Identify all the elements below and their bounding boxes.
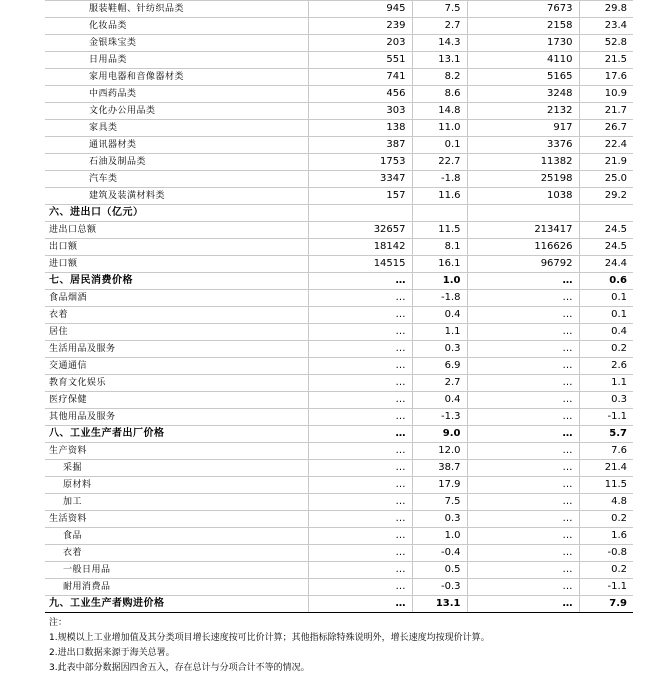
table-row xyxy=(45,494,633,511)
cell-v4: 23.4 xyxy=(579,18,633,35)
cell-v1: 456 xyxy=(308,86,412,103)
row-label: 衣着 xyxy=(45,545,308,562)
cell-v2: 8.2 xyxy=(412,69,467,86)
table-row xyxy=(45,35,633,52)
cell-v4: 0.4 xyxy=(579,324,633,341)
cell-v3: … xyxy=(467,579,579,596)
cell-v1: … xyxy=(308,477,412,494)
row-label: 一般日用品 xyxy=(45,562,308,579)
cell-v3: … xyxy=(467,358,579,375)
statistics-table-sheet xyxy=(45,0,633,613)
cell-v1: … xyxy=(308,528,412,545)
row-label: 文化办公用品类 xyxy=(45,103,308,120)
cell-v4: 1.1 xyxy=(579,375,633,392)
row-label: 生活资料 xyxy=(45,511,308,528)
table-row xyxy=(45,307,633,324)
cell-v4: 0.2 xyxy=(579,562,633,579)
cell-v4: 24.4 xyxy=(579,256,633,273)
row-label: 汽车类 xyxy=(45,171,308,188)
cell-v1: … xyxy=(308,375,412,392)
row-label: 进口额 xyxy=(45,256,308,273)
cell-v2: 2.7 xyxy=(412,375,467,392)
table-row xyxy=(45,256,633,273)
cell-v4: 2.6 xyxy=(579,358,633,375)
cell-v2: 8.6 xyxy=(412,86,467,103)
row-label: 食品 xyxy=(45,528,308,545)
row-label: 生产资料 xyxy=(45,443,308,460)
table-row xyxy=(45,579,633,596)
footnote-1: 1.规模以上工业增加值及其分类项目增长速度按可比价计算；其他指标除特殊说明外，增长速度均按现价计算。 xyxy=(49,633,490,643)
cell-v4: -1.1 xyxy=(579,409,633,426)
cell-v4: -1.1 xyxy=(579,579,633,596)
cell-v2: 38.7 xyxy=(412,460,467,477)
footnotes xyxy=(49,616,490,676)
cell-v1: 551 xyxy=(308,52,412,69)
cell-v3: … xyxy=(467,341,579,358)
cell-v2: 1.0 xyxy=(412,528,467,545)
row-label: 食品烟酒 xyxy=(45,290,308,307)
cell-v1: 303 xyxy=(308,103,412,120)
cell-v2: 0.1 xyxy=(412,137,467,154)
footnote-3: 3.此表中部分数据因四舍五入，存在总计与分项合计不等的情况。 xyxy=(49,663,310,673)
table-row xyxy=(45,273,633,290)
cell-v4: 0.2 xyxy=(579,341,633,358)
cell-v3: … xyxy=(467,324,579,341)
cell-v2: 2.7 xyxy=(412,18,467,35)
cell-v2: 1.0 xyxy=(412,273,467,290)
cell-v2: 0.4 xyxy=(412,307,467,324)
table-row xyxy=(45,477,633,494)
cell-v4: 52.8 xyxy=(579,35,633,52)
cell-v4: 7.9 xyxy=(579,596,633,613)
row-label: 教育文化娱乐 xyxy=(45,375,308,392)
table-row xyxy=(45,18,633,35)
row-label: 九、工业生产者购进价格 xyxy=(45,596,308,613)
row-label: 通讯器材类 xyxy=(45,137,308,154)
cell-v4: 7.6 xyxy=(579,443,633,460)
cell-v2: -1.8 xyxy=(412,171,467,188)
cell-v4: 24.5 xyxy=(579,239,633,256)
cell-v2: 8.1 xyxy=(412,239,467,256)
cell-v4: 0.2 xyxy=(579,511,633,528)
cell-v3: … xyxy=(467,307,579,324)
cell-v3: 917 xyxy=(467,120,579,137)
table-row xyxy=(45,171,633,188)
row-label: 石油及制品类 xyxy=(45,154,308,171)
cell-v3: … xyxy=(467,375,579,392)
cell-v3: … xyxy=(467,528,579,545)
cell-v1: 32657 xyxy=(308,222,412,239)
cell-v4: 0.3 xyxy=(579,392,633,409)
cell-v1: 1753 xyxy=(308,154,412,171)
cell-v3: 116626 xyxy=(467,239,579,256)
table-row xyxy=(45,392,633,409)
cell-v4: 0.6 xyxy=(579,273,633,290)
table-row xyxy=(45,528,633,545)
row-label: 进出口总额 xyxy=(45,222,308,239)
table-row xyxy=(45,460,633,477)
cell-v1: … xyxy=(308,290,412,307)
cell-v3: 2132 xyxy=(467,103,579,120)
cell-v2: 7.5 xyxy=(412,494,467,511)
row-label: 其他用品及服务 xyxy=(45,409,308,426)
cell-v1: … xyxy=(308,307,412,324)
cell-v2: -1.8 xyxy=(412,290,467,307)
cell-v2: 11.0 xyxy=(412,120,467,137)
table-row xyxy=(45,341,633,358)
cell-v1: … xyxy=(308,596,412,613)
cell-v1: 387 xyxy=(308,137,412,154)
row-label: 家用电器和音像器材类 xyxy=(45,69,308,86)
cell-v2: 14.8 xyxy=(412,103,467,120)
cell-v2: 0.5 xyxy=(412,562,467,579)
table-row xyxy=(45,86,633,103)
cell-v2: 17.9 xyxy=(412,477,467,494)
cell-v4: 21.5 xyxy=(579,52,633,69)
row-label: 居住 xyxy=(45,324,308,341)
cell-v2: 14.3 xyxy=(412,35,467,52)
cell-v1: … xyxy=(308,426,412,443)
cell-v4: 29.2 xyxy=(579,188,633,205)
row-label: 医疗保健 xyxy=(45,392,308,409)
cell-v3: 213417 xyxy=(467,222,579,239)
cell-v3: 3248 xyxy=(467,86,579,103)
row-label: 服装鞋帽、针纺织品类 xyxy=(45,1,308,18)
row-label: 加工 xyxy=(45,494,308,511)
cell-v4: 24.5 xyxy=(579,222,633,239)
cell-v1: 18142 xyxy=(308,239,412,256)
cell-v4: -0.8 xyxy=(579,545,633,562)
table-row xyxy=(45,409,633,426)
cell-v2: -1.3 xyxy=(412,409,467,426)
row-label: 衣着 xyxy=(45,307,308,324)
row-label: 化妆品类 xyxy=(45,18,308,35)
cell-v3: … xyxy=(467,290,579,307)
row-label: 原材料 xyxy=(45,477,308,494)
cell-v3: 7673 xyxy=(467,1,579,18)
cell-v4: 21.4 xyxy=(579,460,633,477)
cell-v1: 138 xyxy=(308,120,412,137)
cell-v1: … xyxy=(308,358,412,375)
cell-v4: 17.6 xyxy=(579,69,633,86)
cell-v4: 4.8 xyxy=(579,494,633,511)
cell-v1: 157 xyxy=(308,188,412,205)
cell-v1: … xyxy=(308,443,412,460)
cell-v4: 0.1 xyxy=(579,290,633,307)
cell-v1: … xyxy=(308,562,412,579)
cell-v2: 0.3 xyxy=(412,511,467,528)
cell-v1: … xyxy=(308,324,412,341)
table-row xyxy=(45,596,633,613)
cell-v4: 10.9 xyxy=(579,86,633,103)
cell-v1: 3347 xyxy=(308,171,412,188)
cell-v2: 13.1 xyxy=(412,596,467,613)
table-row xyxy=(45,562,633,579)
table-row xyxy=(45,120,633,137)
cell-v4: 21.9 xyxy=(579,154,633,171)
cell-v1: … xyxy=(308,392,412,409)
table-row xyxy=(45,239,633,256)
cell-v2: 11.5 xyxy=(412,222,467,239)
cell-v4: 26.7 xyxy=(579,120,633,137)
table-row xyxy=(45,290,633,307)
cell-v1: … xyxy=(308,460,412,477)
cell-v2: 0.3 xyxy=(412,341,467,358)
cell-v1: … xyxy=(308,494,412,511)
table-row xyxy=(45,511,633,528)
cell-v3: … xyxy=(467,596,579,613)
row-label: 建筑及装潢材料类 xyxy=(45,188,308,205)
cell-v1: 14515 xyxy=(308,256,412,273)
table-row xyxy=(45,426,633,443)
cell-v3: 5165 xyxy=(467,69,579,86)
row-label: 八、工业生产者出厂价格 xyxy=(45,426,308,443)
cell-v2: 12.0 xyxy=(412,443,467,460)
table-row xyxy=(45,443,633,460)
table-row xyxy=(45,1,633,18)
row-label: 七、居民消费价格 xyxy=(45,273,308,290)
cell-v3: 25198 xyxy=(467,171,579,188)
cell-v4: 22.4 xyxy=(579,137,633,154)
cell-v4: 21.7 xyxy=(579,103,633,120)
table-row xyxy=(45,375,633,392)
cell-v3: … xyxy=(467,409,579,426)
footnote-heading: 注： xyxy=(49,618,68,628)
table-body xyxy=(45,1,633,613)
cell-v3: … xyxy=(467,443,579,460)
cell-v2: 16.1 xyxy=(412,256,467,273)
table-row xyxy=(45,103,633,120)
cell-v3: … xyxy=(467,511,579,528)
cell-v3: 2158 xyxy=(467,18,579,35)
table-row xyxy=(45,69,633,86)
cell-v2: 22.7 xyxy=(412,154,467,171)
cell-v3: … xyxy=(467,477,579,494)
cell-v2: 0.4 xyxy=(412,392,467,409)
cell-v3: 1730 xyxy=(467,35,579,52)
footnote-2: 2.进出口数据来源于海关总署。 xyxy=(49,648,175,658)
cell-v3: … xyxy=(467,426,579,443)
cell-v4: 0.1 xyxy=(579,307,633,324)
cell-v4: 29.8 xyxy=(579,1,633,18)
row-label: 出口额 xyxy=(45,239,308,256)
cell-v3: … xyxy=(467,545,579,562)
row-label: 六、进出口（亿元） xyxy=(45,205,308,222)
cell-v1: … xyxy=(308,341,412,358)
cell-v4: 5.7 xyxy=(579,426,633,443)
cell-v3 xyxy=(467,205,579,222)
table-row xyxy=(45,324,633,341)
cell-v3: … xyxy=(467,460,579,477)
table-row xyxy=(45,137,633,154)
row-label: 中西药品类 xyxy=(45,86,308,103)
table-row xyxy=(45,222,633,239)
row-label: 家具类 xyxy=(45,120,308,137)
cell-v3: 11382 xyxy=(467,154,579,171)
row-label: 日用品类 xyxy=(45,52,308,69)
cell-v2: 13.1 xyxy=(412,52,467,69)
cell-v1: … xyxy=(308,409,412,426)
table-row xyxy=(45,545,633,562)
cell-v4: 1.6 xyxy=(579,528,633,545)
table-row xyxy=(45,188,633,205)
cell-v3: 3376 xyxy=(467,137,579,154)
cell-v2: -0.3 xyxy=(412,579,467,596)
cell-v2: 1.1 xyxy=(412,324,467,341)
cell-v2: 6.9 xyxy=(412,358,467,375)
row-label: 采掘 xyxy=(45,460,308,477)
row-label: 金银珠宝类 xyxy=(45,35,308,52)
cell-v3: 96792 xyxy=(467,256,579,273)
row-label: 耐用消费品 xyxy=(45,579,308,596)
cell-v1 xyxy=(308,205,412,222)
table-row xyxy=(45,205,633,222)
row-label: 交通通信 xyxy=(45,358,308,375)
cell-v3: 4110 xyxy=(467,52,579,69)
cell-v2: -0.4 xyxy=(412,545,467,562)
cell-v1: … xyxy=(308,545,412,562)
table-row xyxy=(45,358,633,375)
cell-v1: … xyxy=(308,579,412,596)
cell-v1: 203 xyxy=(308,35,412,52)
cell-v1: 239 xyxy=(308,18,412,35)
cell-v1: … xyxy=(308,273,412,290)
cell-v2: 11.6 xyxy=(412,188,467,205)
cell-v4: 11.5 xyxy=(579,477,633,494)
cell-v1: 945 xyxy=(308,1,412,18)
table-row xyxy=(45,52,633,69)
row-label: 生活用品及服务 xyxy=(45,341,308,358)
cell-v2: 7.5 xyxy=(412,1,467,18)
table-row xyxy=(45,154,633,171)
cell-v3: … xyxy=(467,494,579,511)
cell-v4: 25.0 xyxy=(579,171,633,188)
statistics-table xyxy=(45,0,633,613)
cell-v2 xyxy=(412,205,467,222)
cell-v3: … xyxy=(467,562,579,579)
cell-v1: 741 xyxy=(308,69,412,86)
cell-v3: 1038 xyxy=(467,188,579,205)
cell-v1: … xyxy=(308,511,412,528)
cell-v3: … xyxy=(467,273,579,290)
cell-v4 xyxy=(579,205,633,222)
cell-v3: … xyxy=(467,392,579,409)
cell-v2: 9.0 xyxy=(412,426,467,443)
